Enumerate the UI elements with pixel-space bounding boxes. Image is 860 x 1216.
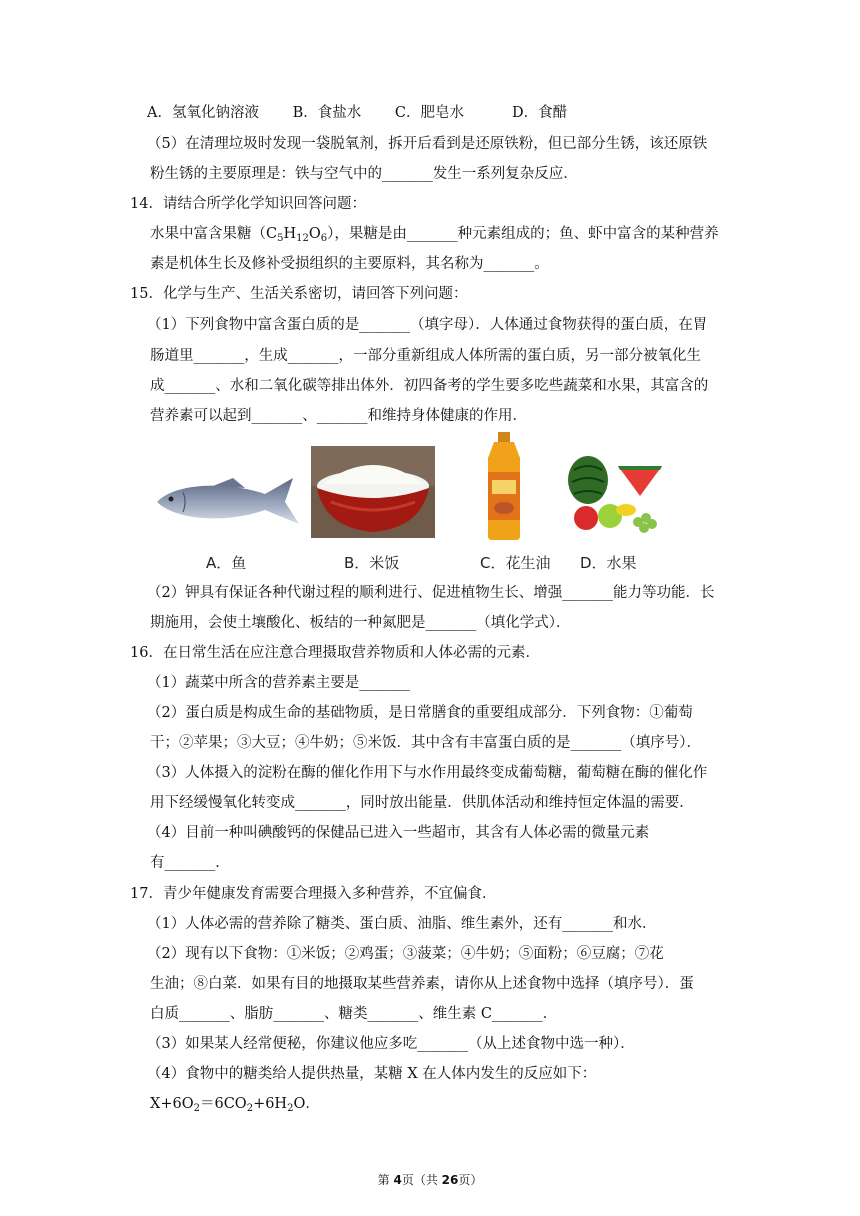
question-text: （1）人体必需的营养除了糖类、蛋白质、油脂、维生素外，还有_______和水． — [147, 916, 657, 932]
question-text: 营养素可以起到_______、_______和维持身体健康的作用． — [150, 408, 527, 424]
caption-fish: A．鱼 — [206, 554, 247, 572]
peanut-oil-bottle-icon — [480, 432, 530, 540]
question-text: （1）蔬菜中所含的营养素主要是_______ — [147, 675, 410, 691]
food-figure — [148, 432, 678, 582]
page-number: 4 — [393, 1173, 402, 1187]
question-text: 生油；⑧白菜．如果有目的地摄取某些营养素，请你从上述食物中选择（填序号）．蛋 — [150, 976, 694, 992]
question-text: （3）人体摄入的淀粉在酶的催化作用下与水作用最终变成葡萄糖，葡萄糖在酶的催化作 — [147, 765, 708, 781]
question-text: 粉生锈的主要原理是：铁与空气中的_______发生一系列复杂反应． — [150, 166, 578, 182]
question-text: 期施用，会使土壤酸化、板结的一种氮肥是_______（填化学式）． — [150, 615, 571, 631]
question-text: （2）钾具有保证各种代谢过程的顺利进行、促进植物生长、增强_______能力等功能．长 — [147, 585, 715, 601]
question-text: （4）食物中的糖类给人提供热量，某糖 X 在人体内发生的反应如下： — [147, 1066, 597, 1082]
question-text: （3）如果某人经常便秘，你建议他应多吃_______（从上述食物中选一种）． — [147, 1036, 635, 1052]
question-text: 用下经缓慢氧化转变成_______，同时放出能量．供肌体活动和维持恒定体温的需要． — [150, 795, 694, 811]
question-text: （5）在清理垃圾时发现一袋脱氧剂，拆开后看到是还原铁粉，但已部分生锈，该还原铁 — [147, 136, 708, 152]
question-text: （1）下列食物中富含蛋白质的是_______（填字母）．人体通过食物获得的蛋白质，在胃 — [147, 317, 708, 333]
question-text: 肠道里_______，生成_______，一部分重新组成人体所需的蛋白质，另一部分被氧化生 — [150, 348, 701, 364]
question-text: 水果中富含果糖$(C_5H_{12}O_6)$，果糖是由_______种元素组成的；鱼、虾中富含的某种营养 — [150, 226, 719, 244]
question-14-title: 14．请结合所学化学知识回答问题： — [130, 196, 366, 212]
question-text: 素是机体生长及修补受损组织的主要原料，其名称为_______。 — [150, 256, 549, 272]
caption-peanut-oil: C．花生油 — [480, 554, 551, 572]
fish-icon — [153, 472, 303, 532]
option-line: A．氢氧化钠溶液 B．食盐水 C．肥皂水 D．食醋 — [147, 105, 568, 121]
question-text: 白质_______、脂肪_______、糖类_______、维生素 C_______． — [150, 1006, 558, 1022]
caption-rice: B．米饭 — [344, 554, 400, 572]
question-text: 有_______． — [150, 855, 230, 871]
question-text: （2）现有以下食物：①米饭；②鸡蛋；③菠菜；④牛奶；⑤面粉；⑥豆腐；⑦花 — [147, 946, 664, 962]
question-16-title: 16．在日常生活在应注意合理摄取营养物质和人体必需的元素． — [130, 645, 540, 661]
question-17-title: 17．青少年健康发育需要合理摄入多种营养，不宜偏食． — [130, 886, 497, 902]
caption-fruit: D．水果 — [580, 554, 637, 572]
question-text: 成_______、水和二氧化碳等排出体外．初四备考的学生要多吃些蔬菜和水果，其富含的 — [150, 378, 709, 394]
fruits-icon — [566, 452, 664, 534]
page-footer: 第 4页（共 26页） — [377, 1173, 483, 1187]
question-text: （4）目前一种叫碘酸钙的保健品已进入一些超市，其含有人体必需的微量元素 — [147, 825, 650, 841]
rice-bowl-icon — [311, 446, 435, 538]
question-15-title: 15．化学与生产、生活关系密切，请回答下列问题： — [130, 286, 468, 302]
question-text: （2）蛋白质是构成生命的基础物质，是日常膳食的重要组成部分．下列食物：①葡萄 — [147, 705, 693, 721]
total-pages: 26 — [441, 1173, 459, 1187]
question-text: 干；②苹果；③大豆；④牛奶；⑤米饭．其中含有丰富蛋白质的是_______（填序号）． — [150, 735, 701, 751]
equation-line: $X+6O_2=6CO_2+6H_2O$． — [150, 1096, 320, 1114]
